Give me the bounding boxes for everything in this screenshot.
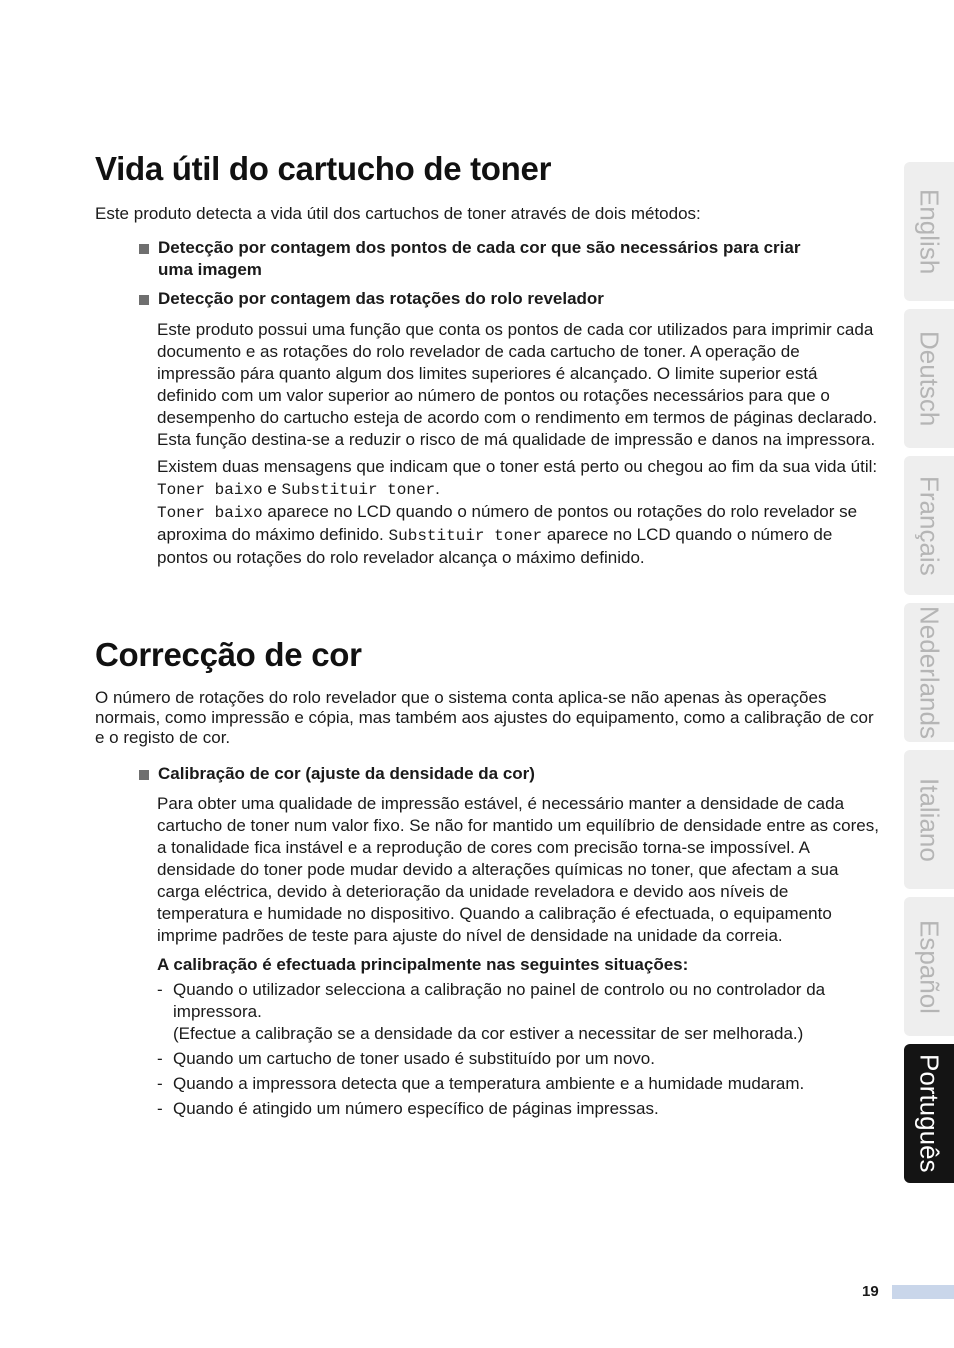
color-calibration-body bbox=[157, 793, 879, 1120]
tab-italiano[interactable] bbox=[904, 750, 954, 889]
tab-english-label: English bbox=[914, 188, 945, 275]
list-item bbox=[157, 1098, 879, 1120]
tab-deutsch-label: Deutsch bbox=[914, 330, 945, 427]
bullet-dot-count bbox=[139, 237, 879, 281]
lcd-message-toner-low: Toner baixo bbox=[157, 504, 263, 522]
section-title-color-correction: Correcção de cor bbox=[95, 636, 362, 673]
list-item-note: (Efectue a calibração se a densidade da cor estiver a necessitar de ser melhorada.) bbox=[173, 1024, 804, 1043]
page-number: 19 bbox=[862, 1283, 879, 1300]
tab-nederlands-label: Nederlands bbox=[914, 606, 945, 739]
list-item-text: Quando o utilizador selecciona a calibração no painel de controlo ou no controlador da impressora. bbox=[173, 980, 826, 1021]
dash-bullet: - bbox=[157, 1049, 163, 1068]
tab-espanol[interactable] bbox=[904, 897, 954, 1036]
page-number-bar bbox=[892, 1285, 954, 1299]
toner-life-para2: Esta função destina-se a reduzir o risco de má qualidade de impressão e danos na impressora. bbox=[157, 430, 876, 449]
list-item-text: Quando um cartucho de toner usado é substituído por um novo. bbox=[173, 1049, 655, 1068]
tab-portugues[interactable] bbox=[904, 1044, 954, 1183]
tab-francais[interactable] bbox=[904, 456, 954, 595]
color-correction-intro: O número de rotações do rolo revelador que o sistema conta aplica-se não apenas às operações normais, como impressão e cópia, mas também aos ajustes do equipamento, como a calibração de cor e o registo de cor. bbox=[95, 688, 874, 747]
bullet-dot-count-line1: Detecção por contagem dos pontos de cada cor que são necessários para criar bbox=[158, 238, 801, 257]
tab-english[interactable] bbox=[904, 162, 954, 301]
bullet-color-calibration-text: Calibração de cor (ajuste da densidade da cor) bbox=[158, 764, 535, 783]
para3-text: Existem duas mensagens que indicam que o toner está perto ou chegou ao fim da sua vida útil: bbox=[157, 457, 878, 476]
tab-italiano-label: Italiano bbox=[914, 777, 945, 862]
square-bullet-icon bbox=[139, 295, 149, 305]
toner-life-intro: Este produto detecta a vida útil dos cartuchos de toner através de dois métodos: bbox=[95, 204, 701, 223]
list-item bbox=[157, 1048, 879, 1070]
list-item bbox=[157, 1073, 879, 1095]
tab-deutsch[interactable] bbox=[904, 309, 954, 448]
bullet-dot-count-line2: uma imagem bbox=[158, 260, 262, 279]
bullet-color-calibration bbox=[139, 763, 879, 785]
list-item-text: Quando a impressora detecta que a temperatura ambiente e a humidade mudaram. bbox=[173, 1074, 805, 1093]
para4-text-a: aparece no LCD quando o número de pontos ou rotações do rolo revelador se aproxima do máximo definido. bbox=[157, 502, 858, 544]
para4-text-b: aparece no LCD quando o número de pontos ou rotações do rolo revelador alcança o máximo definido. bbox=[157, 525, 833, 567]
dash-bullet: - bbox=[157, 1099, 163, 1118]
bullet-rotation-count bbox=[139, 288, 879, 310]
calibration-situations-heading: A calibração é efectuada principalmente nas seguintes situações: bbox=[157, 955, 689, 974]
square-bullet-icon bbox=[139, 770, 149, 780]
lcd-message-toner-low: Toner baixo bbox=[157, 481, 263, 499]
lcd-message-replace-toner: Substituir toner bbox=[388, 527, 543, 545]
list-item-text: Quando é atingido um número específico de páginas impressas. bbox=[173, 1099, 659, 1118]
toner-life-para4 bbox=[157, 501, 879, 569]
bullet-rotation-count-text: Detecção por contagem das rotações do rolo revelador bbox=[158, 289, 604, 308]
dash-bullet: - bbox=[157, 1074, 163, 1093]
dash-bullet: - bbox=[157, 980, 163, 999]
section-title-toner-life: Vida útil do cartucho de toner bbox=[95, 150, 552, 187]
tab-portugues-label: Português bbox=[914, 1054, 945, 1173]
toner-life-para3 bbox=[157, 456, 879, 501]
color-calibration-para: Para obter uma qualidade de impressão estável, é necessário manter a densidade de cada cartucho de toner num valor fixo. Se não for mantido um equilíbrio de densidade entre as cores, a tonalidade fica instável e a reprodução de cores com precisão torna-se impossível. A densidade do toner pode mudar devido a alterações químicas no toner, que afectam a sua carga eléctrica, devido à deterioração da unidade reveladora e devido aos níveis de temperatura e humidade no dispositivo. Quando a calibração é efectuada, o equipamento imprime padrões de teste para ajuste do nível de densidade na unidade da correia. bbox=[157, 794, 879, 945]
tab-nederlands[interactable] bbox=[904, 603, 954, 742]
lcd-message-replace-toner: Substituir toner bbox=[281, 481, 436, 499]
tab-francais-label: Français bbox=[914, 475, 945, 576]
para3-dot: . bbox=[435, 479, 440, 498]
para3-and: e bbox=[262, 479, 282, 498]
tab-espanol-label: Español bbox=[914, 919, 945, 1014]
square-bullet-icon bbox=[139, 244, 149, 254]
list-item bbox=[157, 979, 879, 1045]
toner-life-body bbox=[157, 319, 879, 569]
toner-life-para1: Este produto possui uma função que conta os pontos de cada cor utilizados para imprimir cada documento e as rotações do rolo revelador de cada cartucho de toner. A operação de impressão pára quanto algum dos limites superiores é alcançado. O limite superior está definido com um valor superior ao número de pontos ou rotações necessários para que o desempenho do cartucho esteja de acordo com o rendimento em termos de páginas declarado. bbox=[157, 320, 878, 427]
